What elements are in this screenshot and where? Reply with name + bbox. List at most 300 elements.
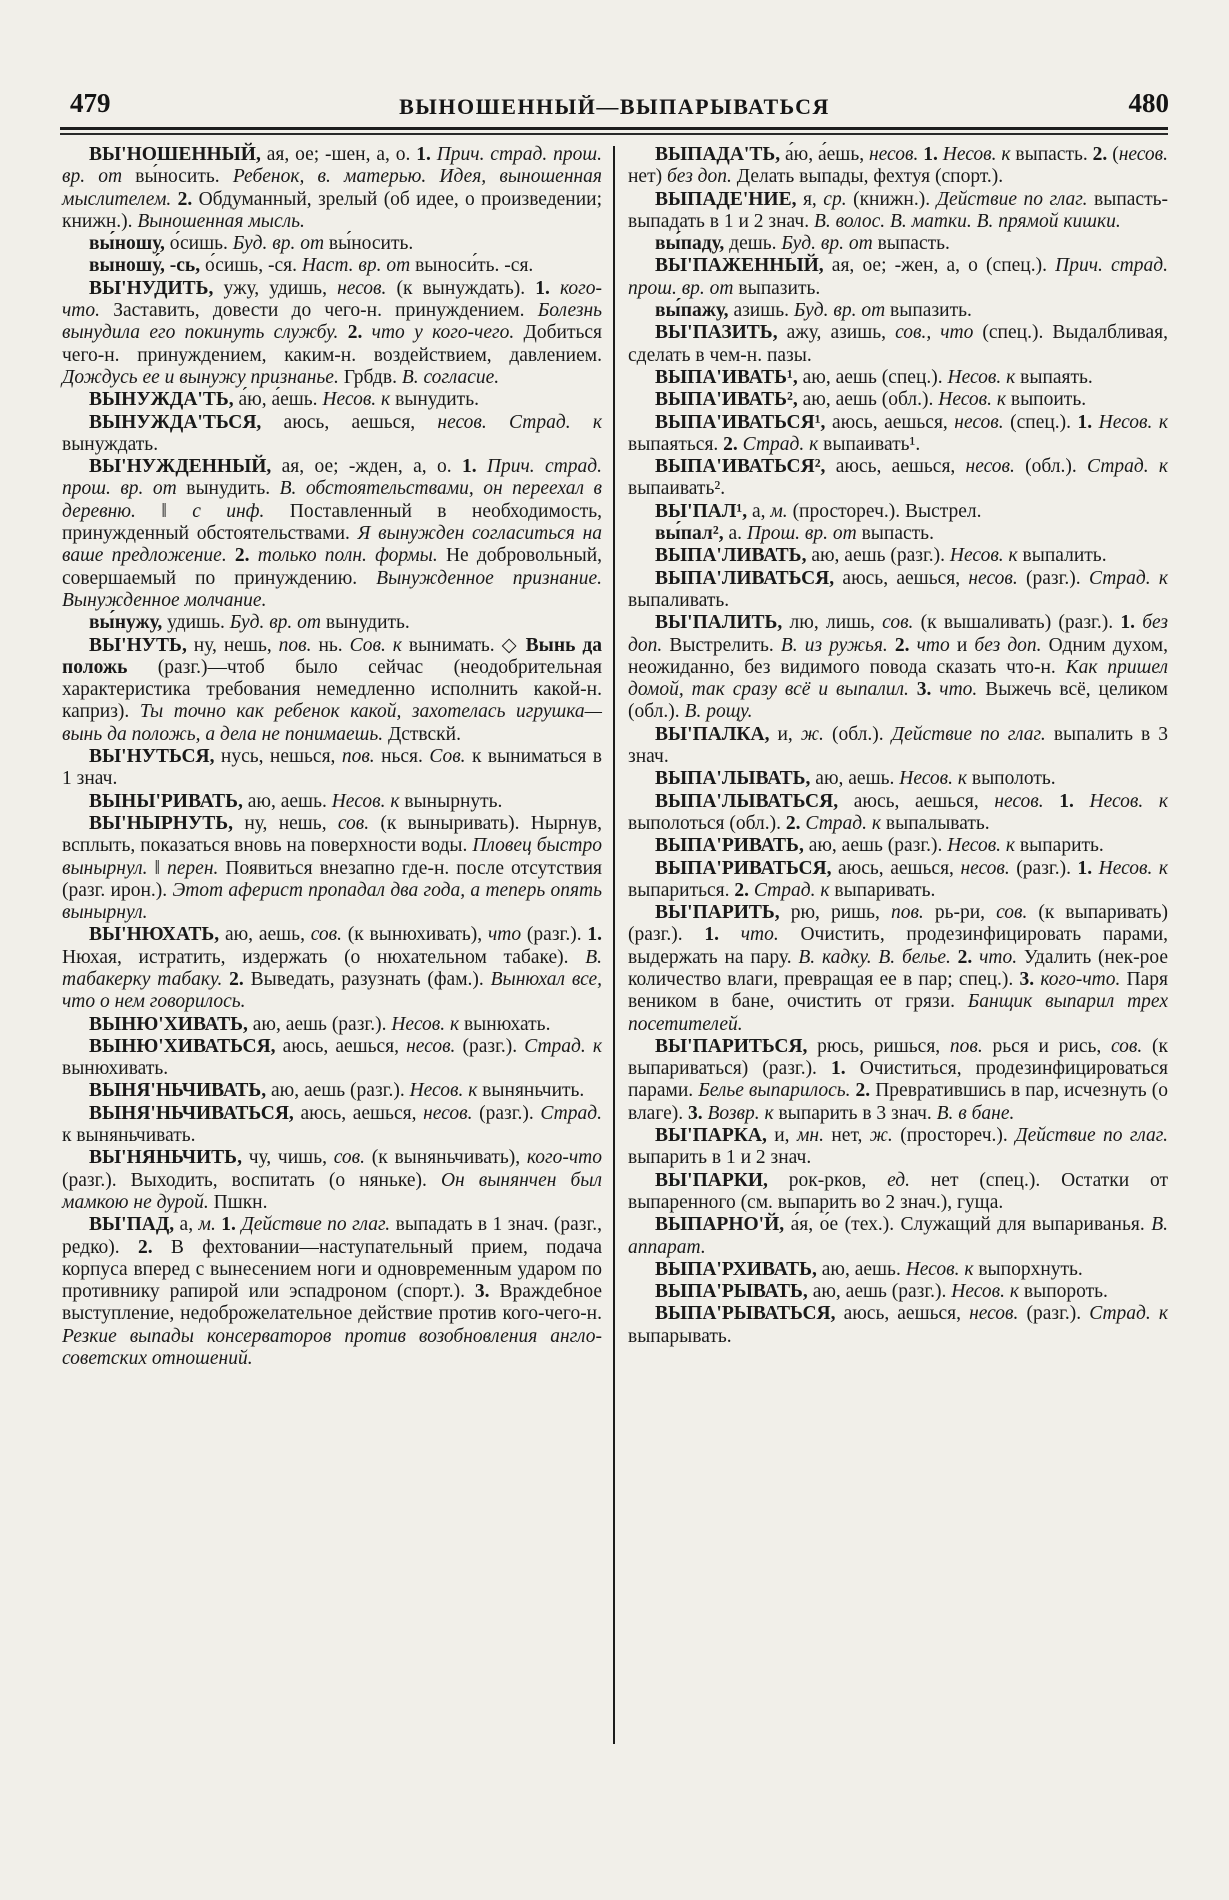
text-run: 1. [416,144,437,165]
text-run: что у кого-чего. [371,322,524,344]
text-run: что [916,634,957,656]
text-run: несов. Страд. к [437,411,602,433]
text-run: (спец.). Выдалбливая, сделать в чем-н. пазы. [628,322,1168,366]
dictionary-entry [628,501,1168,523]
text-run: Я вынужден согласиться на ваше предложение. [62,523,602,567]
text-run: м. [770,500,793,522]
text-run: Враждебное выступление, недоброжелательное действие против кого-чего-н. [62,1281,602,1325]
text-run: аю, аешь, [224,924,311,946]
text-run: ВЫ'ПАЛИТЬ, [655,612,790,634]
text-run: пов. [890,902,935,924]
dictionary-entry [62,412,602,457]
text-run: Действие по глаг. [241,1214,396,1236]
text-run: ср. [823,188,854,210]
text-run: Несов. к [951,1281,1024,1303]
text-run: Прич. страд. прош. вр. от [62,144,602,188]
dictionary-entry [62,1080,602,1102]
text-run: аюсь, аешься, [300,1102,424,1124]
text-run: ВЫ'НУДИТЬ, [89,277,224,299]
text-run: несов. [1118,144,1169,165]
text-run: (разг.). [462,1035,525,1057]
text-run: Ты точно как ребенок какой, захотелась игрушка—вынь да положь, а дела не понимаешь. [62,701,602,745]
text-run: Страд. к [1087,456,1168,478]
text-run: аю, аешь (разг.). [270,1080,410,1102]
text-run: аюсь, аешься, [282,1035,407,1057]
text-run: Страд. к [753,879,835,901]
text-run: Он вынянчен был мамкою не дурой. [62,1169,602,1213]
text-run: В. в бане. [936,1102,1015,1124]
text-run: дешь. [729,233,782,255]
text-run: Выведать, разузнать (фам.). [250,968,491,990]
text-run: 1. [923,144,943,165]
text-run: (разг.). [1026,1303,1090,1325]
text-run: ж. [869,1125,901,1147]
text-run: ВЫПА'ЛИВАТЬ, [655,545,812,567]
page-number-left: 479 [70,88,111,118]
text-run: 2. [894,634,917,656]
text-run: выпарить. [1019,835,1104,857]
column-divider-rule [613,146,615,1744]
text-run: В. рощу. [684,701,753,723]
text-run: ВЫПА'РИВАТЬ, [655,835,809,857]
text-run: ВЫ'ПАЛ¹, [655,500,752,522]
text-run: вынуждать. [62,433,159,455]
text-run: несов. [968,567,1027,589]
text-run: с инф. [192,500,290,522]
text-run: (к выныривать). Нырнув, всплыть, показаться вновь на поверхности воды. [62,812,602,857]
text-run: (разг.). [526,924,588,946]
text-run: выноси́ть. -ся. [415,255,534,277]
text-run: ВЫПАРНО'Й, [655,1214,791,1236]
text-run: Несов. к [938,389,1011,411]
text-run: Вынь да положь [62,634,602,678]
text-run: сов. [996,902,1039,924]
text-run: 2. [347,322,372,344]
text-run: Страд. к [524,1035,602,1057]
dictionary-entry [628,768,1168,790]
text-run: (разг.)—чтоб было сейчас (неодобрительная характеристика требования немедленно исполнить какой-н. каприз). [62,656,602,723]
text-run: ВЫНЯ'НЬЧИВАТЬ, [89,1080,271,1102]
text-run: выпалывать. [885,812,990,834]
text-run: 2. [137,1236,171,1258]
dictionary-entry [628,367,1168,389]
text-run: несов. [337,277,397,299]
text-run: нет (спец.). Остатки от выпаренного (см. выпарить во 2 знач.), гуща. [628,1169,1168,1213]
text-run: ВЫПА'ИВАТЬ¹, [655,366,803,388]
text-run: Выстрелить. [669,634,781,656]
text-run: что. [939,679,986,701]
text-run: 3. [1019,968,1041,990]
text-run: Очистить, продезинфицировать парами, выдержать на пару. [628,924,1169,968]
text-run: Наст. вр. от [301,255,416,277]
header-rule-bottom [60,133,1168,135]
text-run: 2. [723,433,743,455]
text-run: ВЫ'ПАЛКА, [655,723,778,745]
dictionary-entry [628,545,1168,567]
text-run: Несов. к [905,1258,979,1280]
text-run: рок-рков, [788,1169,888,1191]
text-run: аюсь, аешься, [843,1303,970,1325]
text-run: ( [1112,144,1119,165]
text-run: ВЫПА'ЛИВАТЬСЯ, [655,567,843,589]
text-run: ая, ое; -шен, а, о. [266,144,417,165]
text-run: Делать выпады, фехтуя (спорт.). [736,166,1004,188]
text-run: Страд. к [805,812,886,834]
text-run: ВЫ'НУТЬ, [89,634,194,656]
text-run: Страд. к [1088,567,1168,589]
text-run: выпоить. [1010,389,1087,411]
text-run: ВЫ'НОШЕННЫЙ, [89,144,267,165]
dictionary-entry [62,1147,602,1214]
text-run: 1. [704,924,741,946]
text-run: 2. [785,812,806,834]
text-run: Грбдв. [343,366,402,388]
text-run: Появиться внезапно где-н. после отсутствия (разг. ирон.). [62,857,602,901]
text-run: ВЫПА'ИВАТЬСЯ², [655,456,836,478]
text-run: выпадать в 1 знач. (разг., редко). [62,1214,602,1258]
dictionary-entry [62,255,602,277]
text-run: ну, нешь, [244,812,338,834]
text-run: Сов. к [349,634,409,656]
text-run: Несов. к [899,768,972,790]
text-run: Страд. к [1089,1303,1168,1325]
text-run: Несов. к [1089,790,1168,812]
text-run: ВЫ'НЫРНУТЬ, [89,812,245,834]
text-run: ну, нешь, [193,634,279,656]
text-run: Несов. к [1098,411,1169,433]
text-run: выпаивать². [628,478,726,500]
text-run: аюсь, аешься, [835,456,966,478]
text-run: Несов. к [331,790,405,812]
text-run: Сов. [429,746,472,768]
text-run: ВЫПАДЕ'НИЕ, [655,188,803,210]
text-run: выполоться (обл.). [628,812,786,834]
text-run: выпариться. [628,879,735,901]
dictionary-entry [628,791,1168,836]
text-run: вы́носить. [135,166,233,188]
text-run: что [487,924,527,946]
text-run: Прич. страд. прош. вр. от [62,456,603,500]
dictionary-entry [62,612,602,634]
text-run: выпаивать¹. [823,433,921,455]
text-run: а. [728,523,747,545]
text-run: несов. [994,790,1060,812]
text-run: 3. [474,1281,500,1303]
text-run: ВЫПАДА'ТЬ, [655,144,785,165]
text-run: Этот аферист пропадал два года, а теперь опять вынырнул. [62,879,603,924]
text-run: ед. [887,1169,931,1191]
text-run: 2. [234,545,258,567]
text-run: Нюхая, истратить, издержать (о нюхательном табаке). [62,946,586,968]
text-run: аюсь, аешься, [838,857,961,879]
text-run: ВЫПА'ЛЫВАТЬ, [655,768,816,790]
text-run: вы́пал², [655,523,729,545]
text-run: ВЫПА'ИВАТЬСЯ¹, [655,411,832,433]
dictionary-entry [628,1303,1168,1348]
text-run: выпазить. [738,277,821,299]
text-run: 2. [177,188,199,210]
text-run: и [956,634,975,656]
text-run: 1. [831,1058,860,1080]
text-run: выпарить в 1 и 2 знач. [628,1147,812,1169]
header-rule-top [60,127,1168,130]
text-run: ВЫ'ПАРИТЬСЯ, [655,1035,818,1057]
dictionary-entry [628,523,1168,545]
text-run: выпасть. [1015,144,1093,165]
text-run: аю, аешь. [247,790,332,812]
text-run: перен. [167,857,226,879]
text-run: В. аппарат. [628,1214,1168,1258]
text-run: Прош. вр. от [746,523,862,545]
text-run: Действие по глаг. [1015,1125,1168,1147]
text-run: выпалить в 3 знач. [628,723,1169,768]
text-run: Буд. вр. от [232,233,329,255]
text-run: аюсь, аешься, [853,790,995,812]
text-run: ужу, удишь, [223,277,338,299]
text-run: пов. [949,1035,993,1057]
text-run: ВЫ'ПАРИТЬ, [655,902,791,924]
text-run: Обдуманный, зрелый (об идее, о произведении; книжн.). [62,188,602,232]
text-run: Вынужденное признание. Вынужденное молчание. [62,567,602,611]
text-run: без доп. [628,612,1169,656]
text-run: выпарить в 3 знач. [778,1102,937,1124]
text-run: аю, аешь (разг.). [812,1281,952,1303]
dictionary-entry [628,233,1168,255]
dictionary-entry [62,924,602,1013]
text-run: вынырнуть. [404,790,503,812]
dictionary-entry [628,858,1168,903]
text-run: вынудить. [186,478,280,500]
text-run: ВЫ'ПАД, [89,1214,180,1236]
text-run: Несов. к [322,389,396,411]
text-run: вы́паду, [655,233,730,255]
text-run: вы́ношу, [89,233,170,255]
text-run: 2. [1092,144,1113,165]
text-run: 1. [1120,612,1143,634]
text-run: выпаять. [1020,366,1093,388]
text-run: (к выпаривать) (разг.). [628,902,1169,946]
text-run: нусь, нешься, [220,746,342,768]
text-run: аю, аешь (разг.). [808,835,948,857]
text-run: выпасть-выпадать в 1 и 2 знач. [628,188,1168,232]
text-run: ВЫНЮ'ХИВАТЬ, [89,1013,253,1035]
text-run: ВЫНУЖДА'ТЬ, [89,389,239,411]
text-run: сов. [310,924,348,946]
text-run: кого-что. [62,277,602,322]
text-run: к выняньчивать. [62,1125,196,1147]
text-run: ВЫНУЖДА'ТЬСЯ, [89,411,284,433]
text-run: кого-что [526,1147,603,1169]
text-run: сов. [337,812,381,834]
dictionary-entry [628,568,1168,613]
text-run: аю, аешь (спец.). [802,366,948,388]
text-run: ВЫПА'РХИВАТЬ, [655,1258,822,1280]
running-title: ВЫНОШЕННЫЙ—ВЫПАРЫВАТЬСЯ [399,94,830,119]
text-run: 1. [461,456,487,478]
text-run: аюсь, аешься, [283,411,438,433]
text-run: В. табакерку табаку. [62,946,602,990]
text-run: ая, ое; -жен, а, о (спец.). [831,255,1056,277]
text-run: несов. [965,456,1026,478]
dictionary-entry [628,189,1168,234]
dictionary-entry [62,233,602,255]
text-run: Буд. вр. от [781,233,878,255]
text-run: (к вынуждать). [396,277,536,299]
text-run: 1. [587,924,602,946]
text-run: несов. [969,1303,1027,1325]
text-run: Пловец быстро вынырнул. [62,835,602,879]
text-run: выпороть. [1023,1281,1108,1303]
dictionary-entry [628,1214,1168,1259]
text-run: В фехтовании—наступательный прием, подача корпуса вперед с вынесением ноги и одновременным ударом по противнику рапирой или эспадроном (спорт.). [62,1236,602,1303]
text-run: вынюхать. [463,1013,551,1035]
text-run: без доп. [974,634,1049,656]
page-number-right: 480 [1128,88,1169,118]
text-run: кого-что. [1040,968,1127,990]
dictionary-entry [628,144,1168,189]
text-run: Несов. к [942,144,1016,165]
dictionary-entry [628,1036,1168,1125]
text-run: вынудить. [395,389,479,411]
text-run: и, [774,1125,797,1147]
text-run: вынюхивать. [62,1058,169,1080]
text-run: вынимать. ◇ [408,634,526,656]
text-run: вы́нужу, [89,612,168,634]
text-run: аю, аешь (разг.). [252,1013,392,1035]
text-run: (к выпариваться) (разг.). [628,1035,1168,1080]
text-run: ВЫПА'РЫВАТЬ, [655,1281,813,1303]
text-run: выношу́, -сь, [89,255,205,277]
text-run: В. волос. В. матки. В. прямой кишки. [813,210,1121,232]
text-run: Дождусь ее и вынужу признанье. [62,366,344,388]
text-run: ВЫ'НЮХАТЬ, [89,924,225,946]
dictionary-entry [62,1014,602,1036]
text-run: а́я, о́е (тех.). Служащий для выпариванья. [790,1214,1152,1236]
dictionary-entry [62,635,602,746]
text-run: Паря веником в бане, очистить от грязи. [628,968,1169,1013]
text-run: Не добровольный, совершаемый по принуждению. [62,545,603,589]
text-run: сов., что [895,322,983,344]
text-run: вынудить. [325,612,410,634]
text-run: а, [751,500,771,522]
text-run: выняньчить. [482,1080,585,1102]
text-run: нет) [628,166,667,188]
text-run: Выношенная мысль. [137,210,305,232]
dictionary-entry [62,1036,602,1081]
text-run: а, [179,1214,199,1236]
text-run: рю, ришь, [790,902,891,924]
text-run: Банщик выпарил трех посетителей. [628,991,1168,1035]
text-run: (к вышаливать) (разг.). [920,612,1121,634]
text-run: 2. [957,946,980,968]
text-column-left [62,144,602,1370]
text-run: Выжечь всё, целиком (обл.). [628,679,1168,723]
text-run: лю, лишь, [789,612,883,634]
text-run: и, [777,723,801,745]
text-run: (книжн.). [853,188,937,210]
text-run: Вынюхал все, что о нем говорилось. [62,968,603,1013]
text-run: В. обстоятельствами, он переехал в деревню. [62,478,602,522]
text-run: Страд. [540,1102,602,1124]
text-run: аюсь, аешься, [831,411,955,433]
text-run: ВЫ'ПАЗИТЬ, [655,322,787,344]
text-run: несов. [960,857,1017,879]
dictionary-entry [628,322,1168,367]
dictionary-entry [62,456,602,612]
dictionary-entry [62,746,602,791]
text-run: 2. [734,879,754,901]
text-run: о́сишь. [169,233,233,255]
text-run: 3. [916,679,940,701]
text-run: аюсь, аешься, [842,567,969,589]
text-run: ж. [800,723,832,745]
text-run: (простореч.). Выстрел. [792,500,982,522]
text-run: Буд. вр. от [229,612,326,634]
text-run: выпазить. [890,300,972,322]
dictionary-entry [62,144,602,233]
dictionary-entry [62,1214,602,1370]
text-run: 2. [855,1080,876,1102]
text-run: Очиститься, продезинфицироваться парами. [628,1058,1168,1102]
text-run: рюсь, ришься, [817,1035,950,1057]
text-run: аю, аешь. [815,768,900,790]
text-run: рь-ри, [934,902,997,924]
text-run: ВЫ'ПАЖЕННЫЙ, [655,255,832,277]
text-run: Действие по глаг. [891,723,1054,745]
text-run: я, [802,188,824,210]
text-run: к выниматься в 1 знач. [62,746,603,790]
text-run: выпалить. [1022,545,1107,567]
text-run: (разг.). [1026,567,1089,589]
dictionary-entry [628,412,1168,457]
text-run: ‖ [161,500,193,522]
text-run: аю, аешь (разг.). [811,545,950,567]
dictionary-entry [628,255,1168,300]
text-run: Несов. к [947,835,1020,857]
dictionary-entry [62,1103,602,1148]
text-run: что. [740,924,801,946]
text-run: (спец.). [1010,411,1078,433]
text-run: ВЫ'НУЖДЕННЫЙ, [89,456,282,478]
text-run: В. согласие. [401,366,500,388]
text-run: а́ю, а́ешь. [238,389,323,411]
dictionary-entry [62,791,602,813]
dictionary-entry [62,389,602,411]
text-run: Буд. вр. от [793,300,891,322]
text-run: Добиться чего-н. принуждением, каким-н. воздействием, давлением. [62,322,602,366]
text-run: Страд. к [742,433,824,455]
text-run: ВЫНЮ'ХИВАТЬСЯ, [89,1035,283,1057]
text-run: В. кадку. В. белье. [798,946,958,968]
text-run: 1. [535,277,560,299]
text-run: м. [198,1214,222,1236]
text-run: Несов. к [409,1080,483,1102]
text-run: нься. [381,746,430,768]
text-run: ажу, азишь, [786,322,896,344]
text-run: сов. [882,612,921,634]
text-run: Белье выпарилось. [698,1080,856,1102]
text-run: (к вынюхивать), [347,924,488,946]
text-run: выпаяться. [628,433,724,455]
text-run: (разг.). [1016,857,1078,879]
dictionary-entry [628,1170,1168,1215]
text-run: ВЫПА'ИВАТЬ², [655,389,803,411]
text-run: удишь. [167,612,230,634]
text-run: вы́носить. [328,233,414,255]
text-run: Несов. к [391,1013,464,1035]
text-run: пов. [278,634,319,656]
text-run: (разг.). Выходить, воспитать (о няньке). [62,1169,441,1191]
